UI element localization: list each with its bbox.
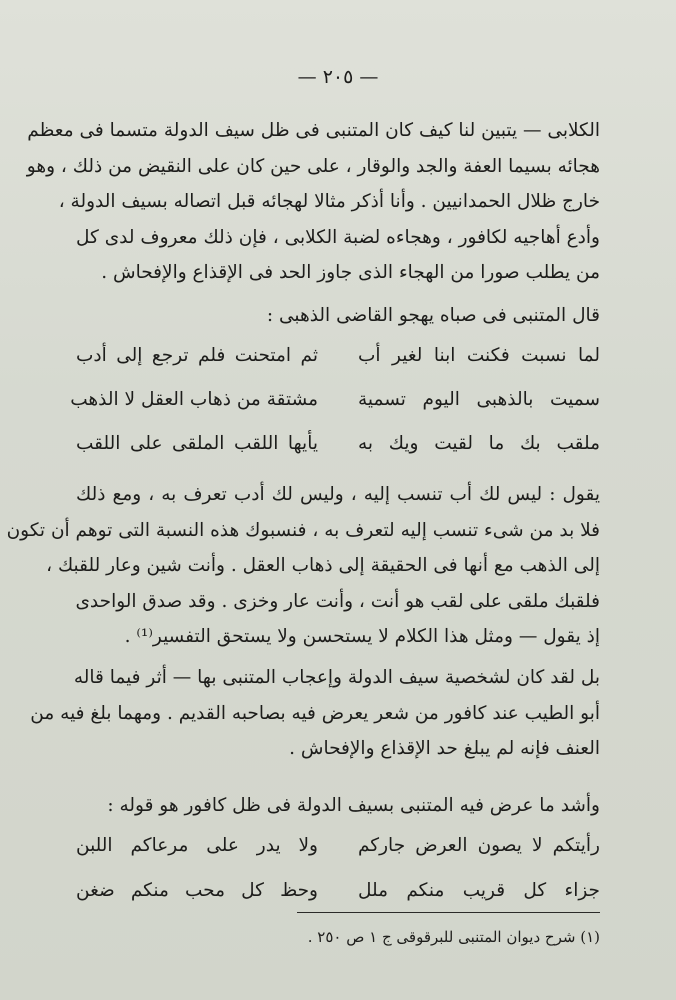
verse-hemistich-second: ولا يدر على مرعاكم اللبن bbox=[76, 835, 318, 856]
text-line: فلا بد من شىء تنسب إليه لتعرف به ، فنسبوك هذه النسبة التى توهم أن تكون bbox=[6, 519, 600, 541]
verse-hemistich-first: ملقب بك ما لقيت ويك به bbox=[358, 433, 600, 454]
text-line: من يطلب صورا من الهجاء الذى جاوز الحد فى الإقذاع والإفحاش . bbox=[101, 262, 600, 284]
verse-intro-1: قال المتنبى فى صباه يهجو القاضى الذهبى : bbox=[266, 305, 600, 326]
paragraph-1 bbox=[26, 113, 600, 291]
page-number: — ٢٠٥ — bbox=[297, 66, 379, 88]
verse-hemistich-second: وحظ كل محب منكم ضغن bbox=[76, 880, 318, 901]
text-line: هجائه بسيما العفة والجد والوقار ، على حين كان على النقيض من ذلك ، وهو bbox=[26, 155, 600, 177]
verse-hemistich-second: ثم امتحنت فلم ترجع إلى أدب bbox=[76, 345, 318, 366]
verse-intro-2: وأشد ما عرض فيه المتنبى بسيف الدولة فى ظل كافور هو قوله : bbox=[107, 795, 600, 816]
text-line: إذ يقول — ومثل هذا الكلام لا يستحسن ولا يستحق التفسير⁽¹⁾ . bbox=[124, 626, 600, 648]
verse-line bbox=[70, 382, 600, 418]
verse-hemistich-first: رأيتكم لا يصون العرض جاركم bbox=[358, 835, 600, 856]
verse-line bbox=[76, 828, 600, 864]
footnote-divider bbox=[297, 912, 600, 913]
verse-hemistich-first: لما نسبت فكنت ابنا لغير أب bbox=[358, 345, 600, 366]
text-line: إلى الذهب مع أنها فى الحقيقة إلى ذهاب العقل . وأنت شين وعار للقبك ، bbox=[46, 555, 600, 577]
paragraph-2 bbox=[6, 477, 600, 655]
verse-line bbox=[76, 426, 600, 462]
verse-hemistich-first: سميت بالذهبى اليوم تسمية bbox=[358, 389, 600, 410]
verse-line bbox=[76, 873, 600, 909]
text-line: بل لقد كان لشخصية سيف الدولة وإعجاب المتنبى بها — أثر فيما قاله bbox=[73, 667, 600, 688]
verse-hemistich-second: يأيها اللقب الملقى على اللقب bbox=[76, 433, 318, 454]
text-line: الكلابى — يتبين لنا كيف كان المتنبى فى ظل سيف الدولة متسما فى معظم bbox=[27, 120, 600, 141]
verse-hemistich-second: مشتقة من ذهاب العقل لا الذهب bbox=[70, 389, 318, 410]
footnote: (١) شرح ديوان المتنبى للبرقوقى ج ١ ص ٢٥٠ . bbox=[307, 928, 600, 946]
verse-line bbox=[76, 338, 600, 374]
text-line: خارج ظلال الحمدانيين . وأنا أذكر مثالا لهجائه قبل اتصاله بسيف الدولة ، bbox=[58, 191, 600, 213]
text-line: العنف فإنه لم يبلغ حد الإقذاع والإفحاش . bbox=[289, 738, 600, 760]
text-line: وأدع أهاجيه لكافور ، وهجاءه لضبة الكلابى ، فإن ذلك معروف لدى كل bbox=[76, 226, 600, 248]
text-line: فلقبك ملقى على لقب هو أنت ، وأنت عار وخزى . وقد صدق الواحدى bbox=[75, 590, 600, 612]
text-line: أبو الطيب عند كافور من شعر يعرض فيه بصاحبه القديم . ومهما بلغ فيه من bbox=[30, 702, 600, 724]
text-line: يقول : ليس لك أب تنسب إليه ، وليس لك أدب تعرف به ، ومع ذلك bbox=[76, 484, 600, 505]
paragraph-3 bbox=[30, 660, 600, 767]
verse-hemistich-first: جزاء كل قريب منكم ملل bbox=[358, 880, 600, 901]
